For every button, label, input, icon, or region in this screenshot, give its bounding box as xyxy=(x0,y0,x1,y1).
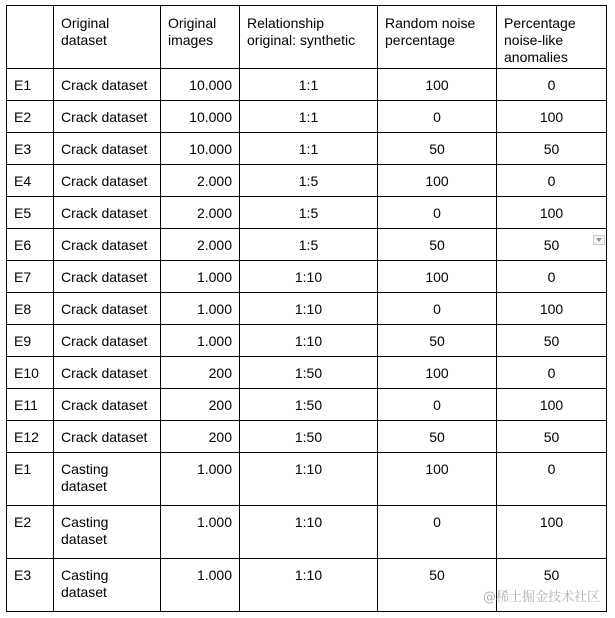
cell-experiment: E4 xyxy=(7,165,54,197)
cell-experiment: E5 xyxy=(7,197,54,229)
cell-noise-like-anomalies: 100 xyxy=(497,389,607,421)
cell-relationship: 1:10 xyxy=(240,453,378,506)
cell-noise-like-anomalies: 0 xyxy=(497,453,607,506)
cell-relationship: 1:50 xyxy=(240,357,378,389)
cell-dataset: Crack dataset xyxy=(54,389,161,421)
cell-random-noise: 0 xyxy=(378,389,497,421)
cell-random-noise: 50 xyxy=(378,421,497,453)
watermark: @稀土掘金技术社区 xyxy=(483,590,601,605)
cell-relationship: 1:5 xyxy=(240,229,378,261)
table-row xyxy=(7,133,607,165)
cell-experiment: E2 xyxy=(7,506,54,559)
cell-random-noise: 50 xyxy=(378,559,497,612)
cell-dataset: Crack dataset xyxy=(54,293,161,325)
cell-relationship: 1:10 xyxy=(240,293,378,325)
table-header-row xyxy=(7,6,607,69)
cell-random-noise: 50 xyxy=(378,133,497,165)
cell-noise-like-anomalies: 50 xyxy=(497,559,607,612)
cell-random-noise: 50 xyxy=(378,229,497,261)
cell-random-noise: 100 xyxy=(378,261,497,293)
cell-dataset: Crack dataset xyxy=(54,101,161,133)
cell-dataset: Crack dataset xyxy=(54,133,161,165)
cell-noise-like-anomalies: 100 xyxy=(497,101,607,133)
table-row xyxy=(7,357,607,389)
cell-dataset: Crack dataset xyxy=(54,229,161,261)
cell-original-images: 10.000 xyxy=(161,69,240,101)
cell-experiment: E8 xyxy=(7,293,54,325)
table-row xyxy=(7,229,607,261)
table-row xyxy=(7,293,607,325)
table-row xyxy=(7,325,607,357)
cell-original-images: 2.000 xyxy=(161,165,240,197)
cell-noise-like-anomalies: 100 xyxy=(497,293,607,325)
cell-dataset: Casting dataset xyxy=(54,559,161,612)
cell-dataset: Crack dataset xyxy=(54,197,161,229)
table-row xyxy=(7,421,607,453)
table-row xyxy=(7,101,607,133)
table-row xyxy=(7,165,607,197)
cell-random-noise: 0 xyxy=(378,101,497,133)
cell-noise-like-anomalies: 50 xyxy=(497,421,607,453)
cell-relationship: 1:50 xyxy=(240,389,378,421)
cell-relationship: 1:10 xyxy=(240,325,378,357)
cell-experiment: E1 xyxy=(7,69,54,101)
cell-original-images: 1.000 xyxy=(161,453,240,506)
cell-original-images: 1.000 xyxy=(161,325,240,357)
header-cell-random-noise: Random noise percentage xyxy=(378,6,497,69)
cell-noise-like-anomalies: 50 xyxy=(497,325,607,357)
cell-dataset: Crack dataset xyxy=(54,165,161,197)
header-cell-original-dataset: Original dataset xyxy=(54,6,161,69)
cell-experiment: E11 xyxy=(7,389,54,421)
cell-relationship: 1:10 xyxy=(240,506,378,559)
cell-relationship: 1:10 xyxy=(240,261,378,293)
cell-dataset: Crack dataset xyxy=(54,325,161,357)
table-row xyxy=(7,506,607,559)
cell-experiment: E9 xyxy=(7,325,54,357)
cell-dataset: Casting dataset xyxy=(54,453,161,506)
table-row xyxy=(7,197,607,229)
cell-random-noise: 0 xyxy=(378,506,497,559)
cell-relationship: 1:1 xyxy=(240,69,378,101)
cell-original-images: 200 xyxy=(161,389,240,421)
header-cell-experiment xyxy=(7,6,54,69)
table-row xyxy=(7,261,607,293)
cell-experiment: E6 xyxy=(7,229,54,261)
cell-noise-like-anomalies: 50 xyxy=(497,229,607,261)
cell-noise-like-anomalies: 100 xyxy=(497,197,607,229)
cell-original-images: 1.000 xyxy=(161,506,240,559)
cell-noise-like-anomalies: 0 xyxy=(497,261,607,293)
cell-experiment: E7 xyxy=(7,261,54,293)
cell-relationship: 1:50 xyxy=(240,421,378,453)
cell-original-images: 200 xyxy=(161,357,240,389)
cell-relationship: 1:10 xyxy=(240,559,378,612)
cell-experiment: E3 xyxy=(7,133,54,165)
cell-relationship: 1:1 xyxy=(240,133,378,165)
cell-relationship: 1:1 xyxy=(240,101,378,133)
cell-noise-like-anomalies: 0 xyxy=(497,165,607,197)
cell-relationship: 1:5 xyxy=(240,165,378,197)
cell-experiment: E1 xyxy=(7,453,54,506)
cell-dataset: Crack dataset xyxy=(54,261,161,293)
cell-noise-like-anomalies: 0 xyxy=(497,357,607,389)
cell-random-noise: 100 xyxy=(378,453,497,506)
header-cell-original-images: Original images xyxy=(161,6,240,69)
cell-dataset: Crack dataset xyxy=(54,421,161,453)
cell-original-images: 1.000 xyxy=(161,293,240,325)
cell-original-images: 200 xyxy=(161,421,240,453)
cell-random-noise: 100 xyxy=(378,165,497,197)
cell-experiment: E12 xyxy=(7,421,54,453)
table-row xyxy=(7,389,607,421)
cell-original-images: 2.000 xyxy=(161,229,240,261)
cell-relationship: 1:5 xyxy=(240,197,378,229)
header-cell-relationship: Relationship original: synthetic xyxy=(240,6,378,69)
cell-dataset: Casting dataset xyxy=(54,506,161,559)
cell-original-images: 10.000 xyxy=(161,133,240,165)
cell-random-noise: 0 xyxy=(378,197,497,229)
chevron-down-icon[interactable] xyxy=(593,235,605,245)
cell-original-images: 1.000 xyxy=(161,261,240,293)
cell-noise-like-anomalies: 100 xyxy=(497,506,607,559)
experiments-table xyxy=(6,5,607,612)
cell-random-noise: 0 xyxy=(378,293,497,325)
cell-random-noise: 100 xyxy=(378,357,497,389)
cell-experiment: E10 xyxy=(7,357,54,389)
cell-random-noise: 100 xyxy=(378,69,497,101)
cell-dataset: Crack dataset xyxy=(54,69,161,101)
cell-original-images: 10.000 xyxy=(161,101,240,133)
table-row xyxy=(7,69,607,101)
header-cell-noise-like-anomalies: Percentage noise-like anomalies xyxy=(497,6,607,69)
cell-dataset: Crack dataset xyxy=(54,357,161,389)
cell-original-images: 1.000 xyxy=(161,559,240,612)
cell-noise-like-anomalies: 0 xyxy=(497,69,607,101)
cell-experiment: E2 xyxy=(7,101,54,133)
cell-random-noise: 50 xyxy=(378,325,497,357)
cell-noise-like-anomalies: 50 xyxy=(497,133,607,165)
cell-original-images: 2.000 xyxy=(161,197,240,229)
table-row xyxy=(7,453,607,506)
cell-experiment: E3 xyxy=(7,559,54,612)
